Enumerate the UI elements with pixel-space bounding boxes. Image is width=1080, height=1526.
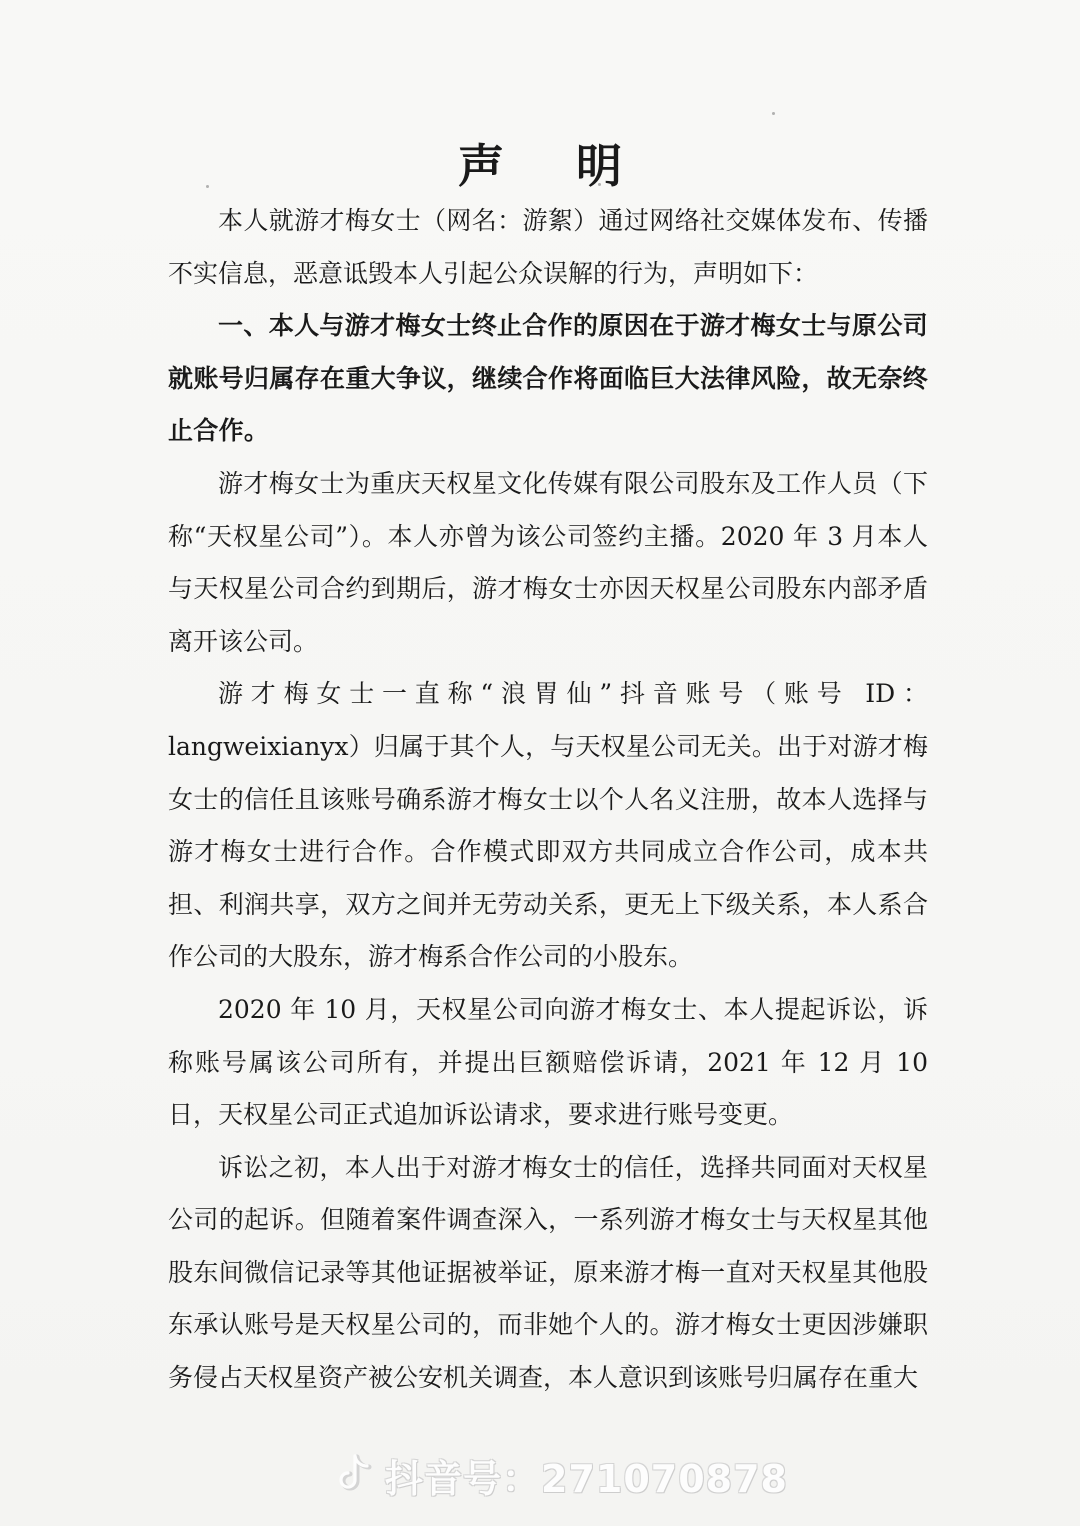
document-body [168, 195, 928, 1405]
douyin-logo-icon [335, 1453, 375, 1497]
platform-watermark [335, 1450, 788, 1500]
watermark-text: 抖音号：271070878 [385, 1456, 788, 1501]
intro-paragraph: 本人就游才梅女士（网名：游絮）通过网络社交媒体发布、传播不实信息，恶意诋毁本人引起公众误解的行为，声明如下： [168, 206, 928, 288]
paragraph-background: 游才梅女士为重庆天权星文化传媒有限公司股东及工作人员（下称“天权星公司”）。本人亦曾为该公司签约主播。2020 年 3 月本人与天权星公司合约到期后，游才梅女士亦因天权星公司股东内部矛盾离开该公司。 [168, 468, 928, 656]
page-title: 声 明 [457, 139, 650, 193]
section-heading-1: 一、本人与游才梅女士终止合作的原因在于游才梅女士与原公司就账号归属存在重大争议，继续合作将面临巨大法律风险，故无奈终止合作。 [168, 311, 928, 446]
scan-speck [772, 112, 775, 115]
paragraph-account-claim: 游才梅女士一直称“浪胃仙”抖音账号（账号 ID：langweixianyx）归属于其个人，与天权星公司无关。出于对游才梅女士的信任且该账号确系游才梅女士以个人名义注册，故本人选择与游才梅女士进行合作。合作模式即双方共同成立合作公司，成本共担、利润共享，双方之间并无劳动关系，更无上下级关系，本人系合作公司的大股东，游才梅系合作公司的小股东。 [168, 679, 928, 972]
paragraph-investigation: 诉讼之初，本人出于对游才梅女士的信任，选择共同面对天权星公司的起诉。但随着案件调查深入，一系列游才梅女士与天权星其他股东间微信记录等其他证据被举证，原来游才梅一直对天权星其他股东承认账号是天权星公司的，而非她个人的。游才梅女士更因涉嫌职务侵占天权星资产被公安机关调查，本人意识到该账号归属存在重大 [168, 1152, 928, 1393]
paragraph-lawsuit: 2020 年 10 月，天权星公司向游才梅女士、本人提起诉讼，诉称账号属该公司所有，并提出巨额赔偿诉请，2021 年 12 月 10 日，天权星公司正式追加诉讼请求，要求进行账号变更。 [168, 994, 928, 1130]
